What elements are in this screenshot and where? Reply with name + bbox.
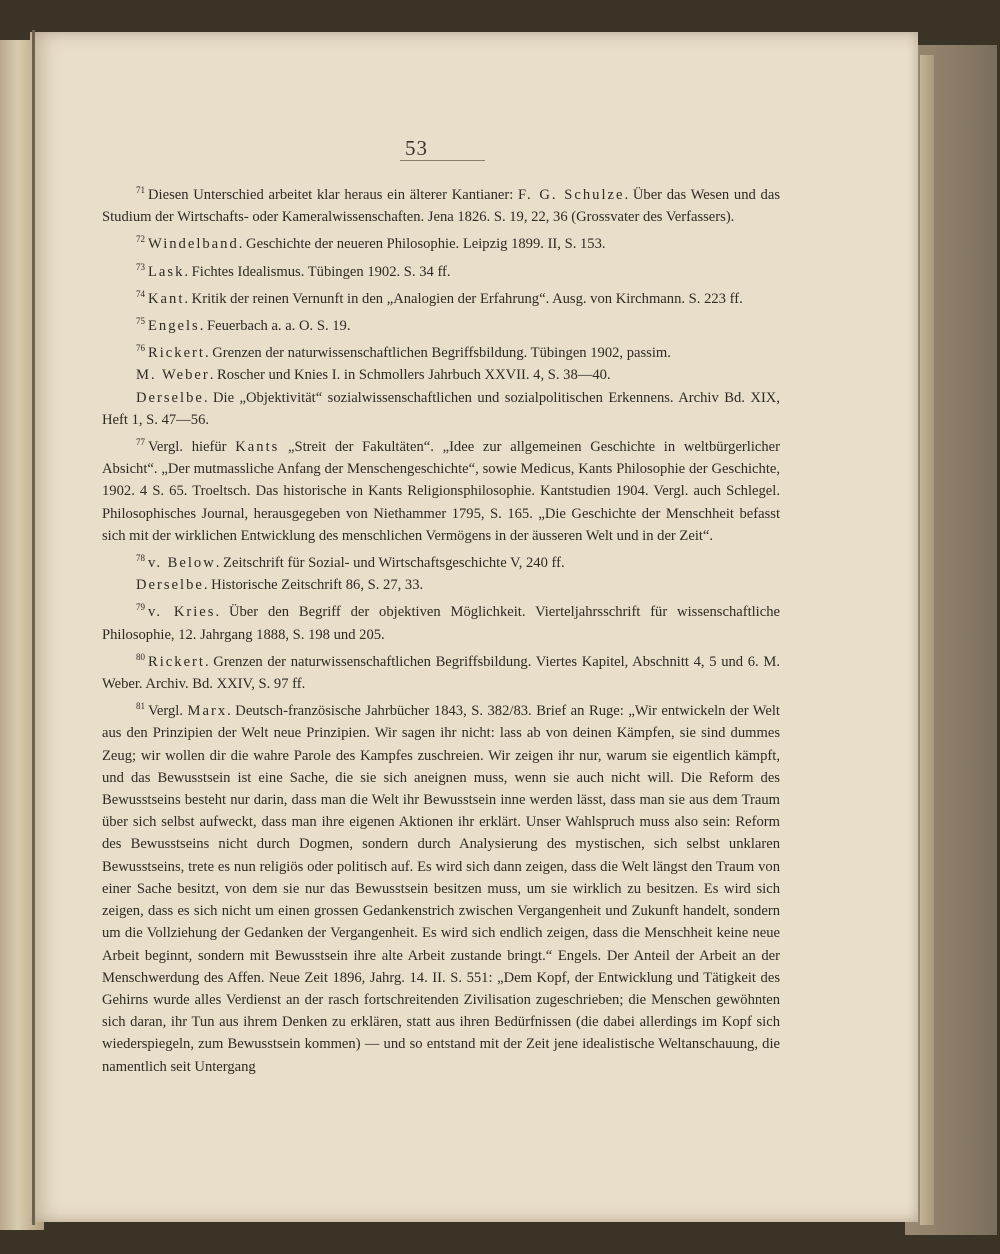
footnote-number: 73 <box>136 261 145 272</box>
footnote-author: Lask <box>148 263 185 280</box>
footnote-text: „Streit der Fakultäten“. „Idee zur allgemeinen Geschichte in weltbürgerlicher Absicht“. „Der mutmassliche Anfang der Menschengeschichte“, sowie Medicus, Kants Philosophie der Geschichte, 1902. 4 S. 65. Troeltsch. Das historische in Kants Religionsphilosophie. Kantstudien 1904. Vergl. auch Schlegel. Philosophisches Journal, herausgegeben von Niethammer 1795, S. 165. „Die Geschichte der Menschheit befasst sich mit der wirklichen Entwicklung des menschlichen Vermögens in der äusseren Welt und in der Zeit“. <box>102 439 780 544</box>
footnote-number: 71 <box>136 185 145 195</box>
footnote-author: v. Kries <box>148 604 216 621</box>
footnote-text: . Fichtes Idealismus. Tübingen 1902. S. 34 ff. <box>184 263 451 280</box>
footnote-author: Derselbe <box>136 389 204 406</box>
footnote-author: Derselbe <box>136 577 204 594</box>
footnote-text: Vergl. hiefür <box>148 439 236 456</box>
footnote-author: F. G. Schulze <box>518 187 625 203</box>
footnote-number: 79 <box>136 602 145 613</box>
footnote-number: 72 <box>136 234 145 245</box>
back-sheet <box>905 45 997 1235</box>
footnote-author: Windelband <box>148 236 239 253</box>
footnote-author: Kants <box>235 439 280 456</box>
footnote-text: . Grenzen der naturwissenschaftlichen Begriffsbildung. Tübingen 1902, passim. <box>204 345 671 362</box>
footnote-number: 74 <box>136 288 145 299</box>
footnote <box>102 179 780 228</box>
footnote-number: 78 <box>136 553 145 564</box>
footnote-text: . Zeitschrift für Sozial- und Wirtschaftsgeschichte V, 240 ff. <box>215 555 565 572</box>
footnote-number: 81 <box>136 701 145 712</box>
footnote-author: Marx <box>187 703 228 720</box>
footnote-text: Vergl. <box>148 703 188 720</box>
footnote <box>102 310 780 337</box>
footnote-text: . Kritik der reinen Vernunft in den „Analogien der Erfahrung“. Ausg. von Kirchmann. S. 223 ff. <box>184 290 743 307</box>
footnote-author: Rickert <box>148 653 205 670</box>
footnote-author: Engels <box>148 318 200 335</box>
footnote-text: . Historische Zeitschrift 86, S. 27, 33. <box>203 577 424 594</box>
footnote <box>102 547 780 574</box>
footnote-text: . Feuerbach a. a. O. S. 19. <box>199 318 351 335</box>
footnote-number: 80 <box>136 651 145 662</box>
footnote <box>102 574 780 596</box>
footnote-author: v. Below <box>148 555 216 572</box>
footnote-text: . Roscher und Knies I. in Schmollers Jahrbuch XXVII. 4, S. 38—40. <box>209 367 611 384</box>
footnote <box>102 646 780 695</box>
footnote <box>102 337 780 364</box>
footnote-text: Diesen Unterschied arbeitet klar heraus ein älterer Kantianer: <box>148 187 519 203</box>
footnote-number: 76 <box>136 343 145 354</box>
page-number-rule <box>400 160 485 161</box>
footnote-text: . Die „Objektivität“ sozialwissenschaftlichen und sozialpolitischen Erkennens. Archiv Bd. XIX, Heft 1, S. 47—56. <box>102 389 780 428</box>
footnote <box>102 387 780 431</box>
footnote <box>102 596 780 645</box>
footnote <box>102 228 780 255</box>
footnotes-block <box>102 179 780 1078</box>
gutter-line <box>32 30 35 1225</box>
footnote-text: . Über das Wesen und das Studium der Wirtschafts- oder Kameralwissenschaften. Jena 1826. S. 19, 22, 36 (Grossvater des Verfassers). <box>102 187 780 226</box>
footnote-author: Rickert <box>148 345 205 362</box>
footnote <box>102 283 780 310</box>
back-sheet-edge <box>920 55 934 1225</box>
footnote <box>102 695 780 1077</box>
page-number: 53 <box>405 136 428 160</box>
footnote-author: Kant <box>148 290 185 307</box>
footnote-number: 77 <box>136 437 145 448</box>
footnote <box>102 256 780 283</box>
footnote-number: 75 <box>136 316 145 327</box>
footnote-text: . Deutsch-französische Jahrbücher 1843, S. 382/83. Brief an Ruge: „Wir entwickeln der Welt aus den Prinzipien der Welt neue Prinzipien. Wir sagen ihr nicht: lass ab von deinen Kämpfen, sie sind dummes Zeug; wir wollen dir die wahre Parole des Kampfes zuschreien. Wir zeigen ihr nur, warum sie eigentlich kämpft, und das Bewusstsein ist eine Sache, die sie sich aneignen muss, wenn sie auch nicht will. Die Reform des Bewusstseins besteht nur darin, dass man die Welt ihr Bewusstsein inne werden lässt, dass man sie aus dem Traum über sich selbst aufweckt, dass man ihre eigenen Aktionen ihr erklärt. Unser Wahlspruch muss also sein: Reform des Bewusstseins nicht durch Dogmen, sondern durch Analysierung des mystischen, sich selbst unklaren Bewusstseins, trete es nun religiös oder politisch auf. Es wird sich dann zeigen, dass die Welt längst den Traum von einer Sache besitzt, von dem sie nur das Bewusstsein besitzen muss, um sie wirklich zu besitzen. Es wird sich zeigen, dass es sich nicht um einen grossen Gedankenstrich zwischen Vergangenheit und Zukunft handelt, sondern um die Vollziehung der Gedanken der Vergangenheit. Es wird sich endlich zeigen, dass die Menschheit keine neue Arbeit beginnt, sondern mit Bewusstsein ihre alte Arbeit zustande bringt.“ Engels. Der Anteil der Arbeit an der Menschwerdung des Affen. Neue Zeit 1896, Jahrg. 14. II. S. 551: „Dem Kopf, der Entwicklung und Tätigkeit des Gehirns wurde alles Verdienst an der rasch fortschreitenden Zivilisation zugeschrieben; die Menschen gewöhnten sich daran, ihr Tun aus ihrem Denken zu erklären, statt aus ihren Bedürfnissen (die dabei allerdings im Kopf sich wiederspiegeln, zum Bewusstsein kommen) — und so entstand mit der Zeit jene idealistische Weltanschauung, die namentlich seit Untergang <box>102 703 780 1075</box>
footnote <box>102 431 780 547</box>
footnote-text: . Über den Begriff der objektiven Möglichkeit. Vierteljahrsschrift für wissenschaftliche Philosophie, 12. Jahrgang 1888, S. 198 und 205. <box>102 604 780 643</box>
footnote <box>102 364 780 386</box>
footnote-text: . Geschichte der neueren Philosophie. Leipzig 1899. II, S. 153. <box>238 236 606 253</box>
footnote-text: . Grenzen der naturwissenschaftlichen Begriffsbildung. Viertes Kapitel, Abschnitt 4, 5 und 6. M. Weber. Archiv. Bd. XXIV, S. 97 ff. <box>102 653 780 693</box>
footnote-author: M. Weber <box>136 367 210 384</box>
